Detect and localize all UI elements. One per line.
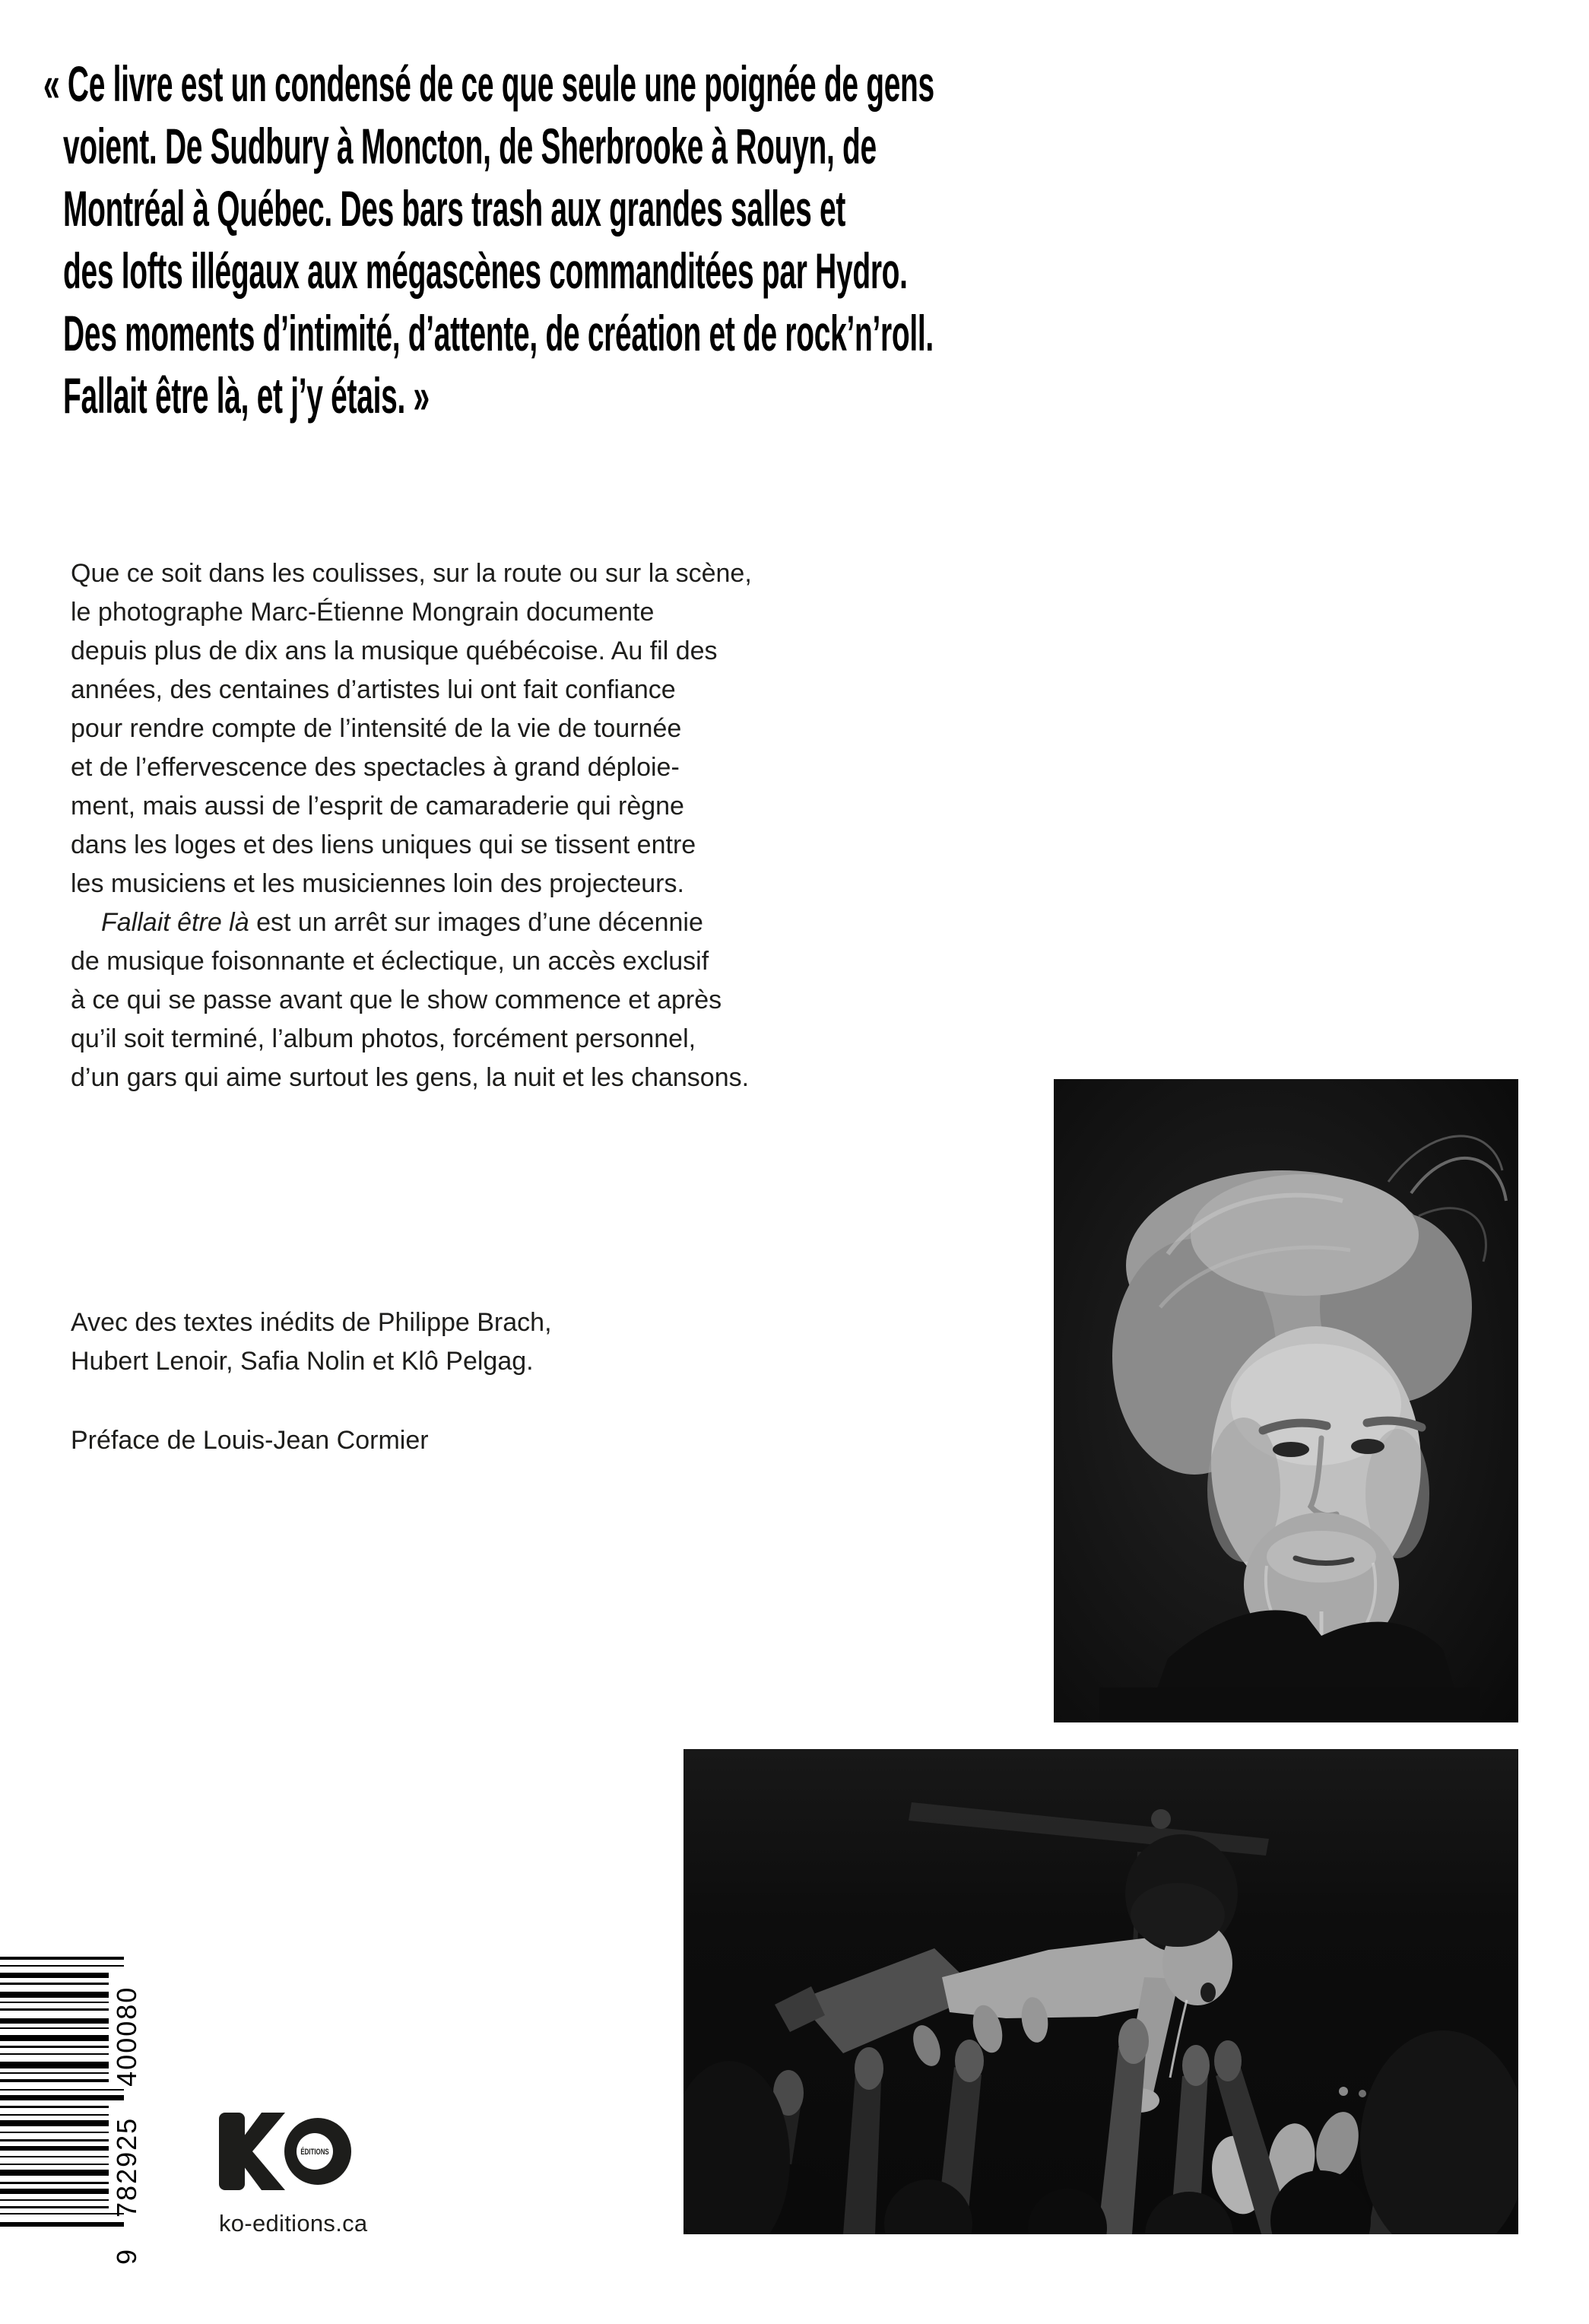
barcode-bar <box>0 2213 124 2214</box>
description-line: les musiciens et les musiciennes loin des projecteurs. <box>71 869 684 898</box>
barcode-bar <box>0 2089 124 2091</box>
credits <box>71 1303 552 1381</box>
barcode-bar <box>0 2182 109 2184</box>
barcode-bar <box>0 2132 109 2133</box>
barcode-number: 9 782925 400080 <box>111 1986 142 2265</box>
barcode-bar <box>0 2156 109 2157</box>
description-line: ment, mais aussi de l’esprit de camaraderie qui règne <box>71 792 684 821</box>
quote-line <box>43 52 1553 115</box>
description-line: à ce qui se passe avant que le show commence et après <box>71 986 722 1014</box>
description-line: Que ce soit dans les coulisses, sur la route ou sur la scène, <box>71 559 752 588</box>
quote-line-text: voient. De Sudbury à Moncton, de Sherbrooke à Rouyn, de <box>63 118 877 174</box>
preface-credit: Préface de Louis-Jean Cormier <box>71 1426 429 1455</box>
author-portrait-photo <box>1054 1079 1518 1722</box>
barcode-bar <box>0 2008 109 2011</box>
barcode-bar <box>0 2072 109 2074</box>
quote-line-text: « Ce livre est un condensé de ce que seule une poignée de gens <box>43 56 934 112</box>
barcode-bar <box>0 2095 124 2100</box>
description-line: depuis plus de dix ans la musique québécoise. Au fil des <box>71 637 718 665</box>
barcode-bar <box>0 2170 109 2176</box>
barcode-bar <box>0 2164 109 2165</box>
barcode-bar <box>0 2222 124 2227</box>
quote-line-text: Fallait être là, et j’y étais. » <box>63 367 430 424</box>
barcode-bar <box>0 2106 109 2108</box>
barcode-bar <box>0 2199 109 2201</box>
portrait-shoulders <box>1099 1687 1480 1722</box>
barcode-bar <box>0 1983 109 1985</box>
quote-line-text: Montréal à Québec. Des bars trash aux grandes salles et <box>63 180 846 237</box>
credits-line: Avec des textes inédits de Philippe Brach, <box>71 1308 552 1337</box>
pull-quote <box>43 52 1553 427</box>
barcode-bar <box>0 1992 109 1998</box>
barcode-bar <box>0 2018 109 2024</box>
quote-line <box>63 177 1553 240</box>
description-line: le photographe Marc-Étienne Mongrain documente <box>71 598 655 627</box>
barcode-bar <box>0 2079 109 2082</box>
quote-line <box>63 364 1553 427</box>
quote-line <box>63 240 1553 302</box>
description-line: dans les loges et des liens uniques qui se tissent entre <box>71 830 696 859</box>
barcode-bar <box>0 2053 109 2055</box>
description-line: qu’il soit terminé, l’album photos, forcément personnel, <box>71 1024 696 1053</box>
barcode-bar <box>0 2002 109 2003</box>
description <box>71 554 752 1097</box>
description-line: années, des centaines d’artistes lui ont fait confiance <box>71 675 676 704</box>
description-line: d’un gars qui aime surtout les gens, la nuit et les chansons. <box>71 1063 750 1092</box>
description-line: de musique foisonnante et éclectique, un accès exclusif <box>71 947 709 976</box>
ko-editions-logo <box>219 2113 351 2190</box>
barcode-bar <box>0 1973 109 1978</box>
publisher-website: ko-editions.ca <box>219 2210 368 2237</box>
description-line: pour rendre compte de l’intensité de la vie de tournée <box>71 714 682 743</box>
portrait-photo-art <box>1054 1079 1518 1722</box>
barcode-bar <box>0 1965 124 1967</box>
barcode-bar <box>0 2046 109 2048</box>
description-line <box>71 903 752 942</box>
barcode-bar <box>0 2146 109 2151</box>
description-line-rest: est un arrêt sur images d’une décennie <box>249 908 703 937</box>
barcode-bar <box>0 2027 109 2029</box>
book-title-italic: Fallait être là <box>101 908 249 937</box>
barcode <box>0 1957 129 2227</box>
ko-logo-editions-text <box>300 2148 329 2157</box>
barcode-bar <box>0 2062 109 2068</box>
barcode-bar <box>0 2206 109 2208</box>
crowd-photo-art <box>683 1749 1518 2234</box>
quote-line <box>63 115 1553 177</box>
barcode-bar <box>0 1957 124 1960</box>
credits-line: Hubert Lenoir, Safia Nolin et Klô Pelgag. <box>71 1347 534 1376</box>
barcode-bar <box>0 2139 109 2141</box>
barcode-bar <box>0 2114 109 2116</box>
svg-text:ÉDITIONS: ÉDITIONS <box>300 2147 329 2157</box>
barcode-bar <box>0 2120 109 2126</box>
ko-logo-art <box>219 2113 351 2190</box>
quote-line-text: Des moments d’intimité, d’attente, de création et de rock’n’roll. <box>63 305 934 361</box>
barcode-bar <box>0 2189 109 2194</box>
barcode-bar <box>0 2035 109 2041</box>
concert-crowd-photo <box>683 1749 1518 2234</box>
quote-line-text: des lofts illégaux aux mégascènes commanditées par Hydro. <box>63 243 908 299</box>
description-line: et de l’effervescence des spectacles à grand déploie- <box>71 753 680 782</box>
quote-line <box>63 302 1553 364</box>
